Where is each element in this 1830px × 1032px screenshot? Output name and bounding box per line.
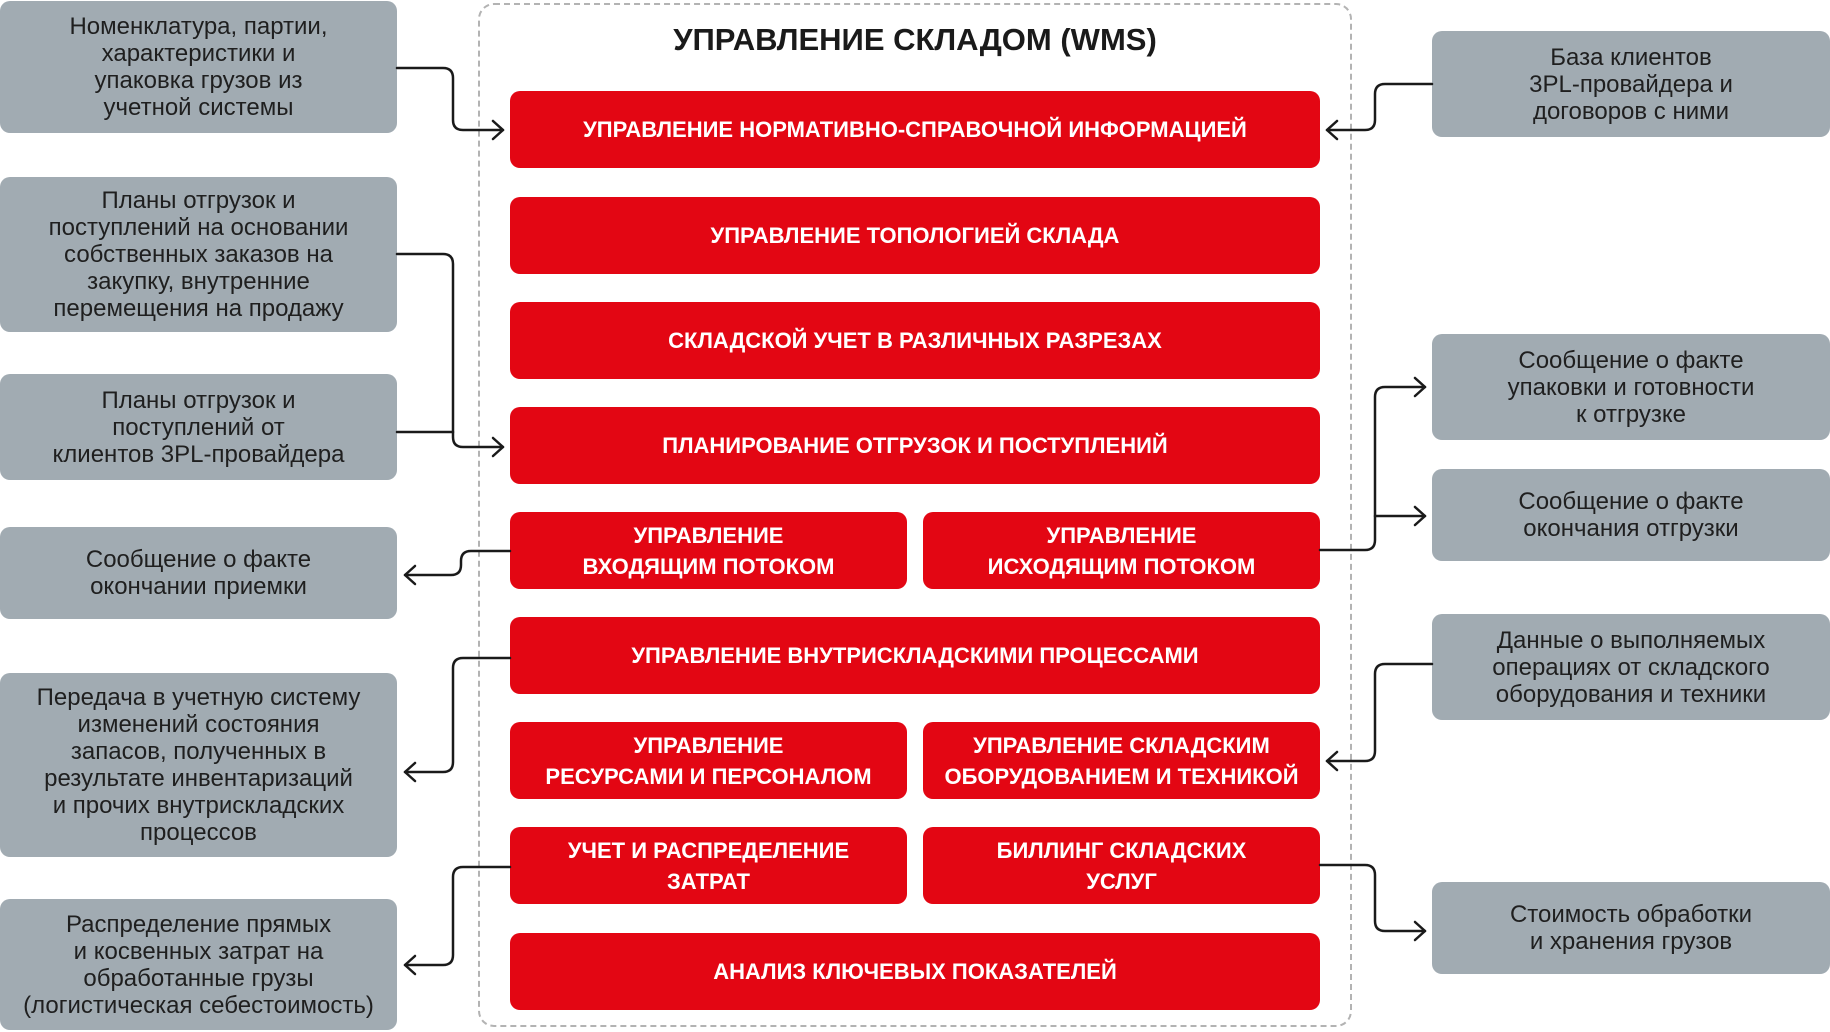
left-cost-allocation: Распределение прямых и косвенных затрат на обработанные грузы (логистическая себестоимость) [0,899,397,1030]
module-topology: УПРАВЛЕНИЕ ТОПОЛОГИЕЙ СКЛАДА [510,197,1320,274]
connector-cost-allocation [405,867,510,965]
diagram-title: УПРАВЛЕНИЕ СКЛАДОМ (WMS) [673,22,1157,57]
connector-equipment-data [1327,664,1432,761]
connector-outbound [1320,387,1425,550]
connector-clients-base [1327,84,1432,130]
right-equipment-data: Данные о выполняемых операциях от складского оборудования и техники [1432,614,1830,720]
left-client-plans: Планы отгрузок и поступлений от клиентов 3PL-провайдера [0,374,397,480]
module-planning: ПЛАНИРОВАНИЕ ОТГРУЗОК И ПОСТУПЛЕНИЙ [510,407,1320,484]
connector-storage-cost [1320,865,1425,931]
left-nomenclature: Номенклатура, партии, характеристики и упаковка грузов из учетной системы [0,1,397,133]
left-own-plans: Планы отгрузок и поступлений на основании собственных заказов на закупку, внутренние перемещения на продажу [0,177,397,332]
right-packing-ready: Сообщение о факте упаковки и готовности к отгрузке [1432,334,1830,440]
module-outbound: УПРАВЛЕНИЕ ИСХОДЯЩИМ ПОТОКОМ [923,512,1320,589]
connector-nomenclature [397,68,503,130]
module-costs: УЧЕТ И РАСПРЕДЕЛЕНИЕ ЗАТРАТ [510,827,907,904]
module-internal: УПРАВЛЕНИЕ ВНУТРИСКЛАДСКИМИ ПРОЦЕССАМИ [510,617,1320,694]
module-nsi: УПРАВЛЕНИЕ НОРМАТИВНО-СПРАВОЧНОЙ ИНФОРМАЦИЕЙ [510,91,1320,168]
left-receipt-done: Сообщение о факте окончании приемки [0,527,397,619]
left-inventory-changes: Передача в учетную систему изменений состояния запасов, полученных в результате инвентаризаций и прочих внутрискладских процессов [0,673,397,857]
connector-inventory-changes [405,658,510,772]
module-inbound: УПРАВЛЕНИЕ ВХОДЯЩИМ ПОТОКОМ [510,512,907,589]
connector-own-plans [397,254,503,447]
right-clients-base: База клиентов 3PL-провайдера и договоров с ними [1432,31,1830,137]
module-kpi: АНАЛИЗ КЛЮЧЕВЫХ ПОКАЗАТЕЛЕЙ [510,933,1320,1010]
module-accounting: СКЛАДСКОЙ УЧЕТ В РАЗЛИЧНЫХ РАЗРЕЗАХ [510,302,1320,379]
connector-receipt-done [405,551,510,575]
module-resources: УПРАВЛЕНИЕ РЕСУРСАМИ И ПЕРСОНАЛОМ [510,722,907,799]
module-equipment: УПРАВЛЕНИЕ СКЛАДСКИМ ОБОРУДОВАНИЕМ И ТЕХНИКОЙ [923,722,1320,799]
right-storage-cost: Стоимость обработки и хранения грузов [1432,882,1830,974]
right-shipment-done: Сообщение о факте окончания отгрузки [1432,469,1830,561]
module-billing: БИЛЛИНГ СКЛАДСКИХ УСЛУГ [923,827,1320,904]
